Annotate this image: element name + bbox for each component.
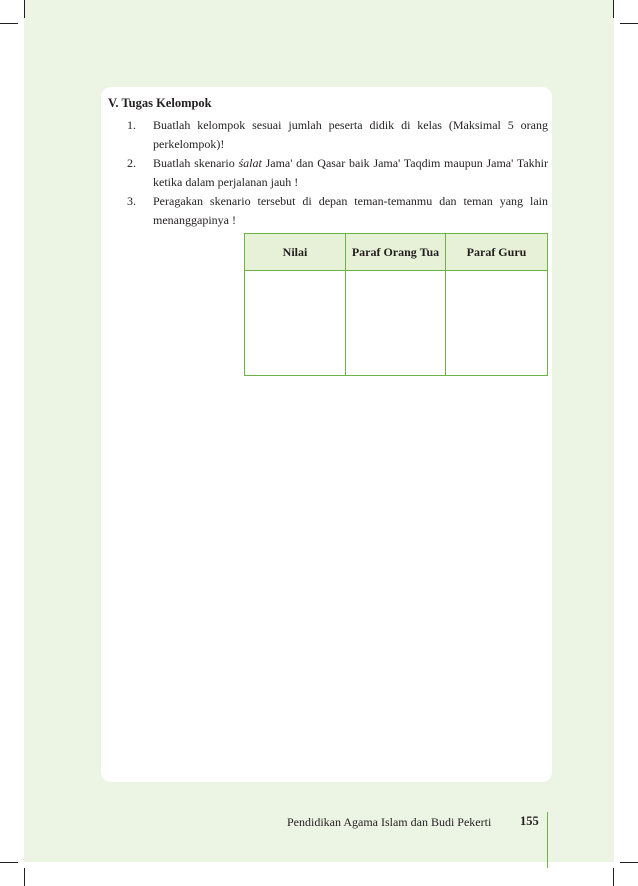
- footer-book-title: Pendidikan Agama Islam dan Budi Pekerti: [287, 815, 492, 829]
- task-list: [108, 116, 548, 230]
- footer-rule: [547, 812, 548, 868]
- task-number: 3.: [127, 194, 136, 208]
- assessment-table: [244, 233, 548, 376]
- crop-mark-bottom-right-h: [620, 862, 638, 863]
- crop-mark-bottom-left-h: [0, 862, 18, 863]
- crop-mark-bottom-right-v: [613, 868, 614, 886]
- crop-mark-top-left-h: [0, 23, 18, 24]
- cell-paraf-orang-tua[interactable]: [346, 271, 446, 376]
- header-paraf-guru: Paraf Guru: [446, 234, 548, 271]
- task-item-1: [108, 116, 548, 154]
- crop-mark-top-right-v: [613, 0, 614, 18]
- task-item-2: [108, 154, 548, 192]
- task-text-part: Buatlah skenario: [153, 156, 239, 170]
- task-number: 1.: [127, 118, 136, 132]
- table-row: [245, 271, 548, 376]
- section-heading: V. Tugas Kelompok: [108, 96, 212, 110]
- header-paraf-orang-tua: Paraf Orang Tua: [346, 234, 446, 271]
- task-text: [153, 154, 548, 192]
- crop-mark-top-left-v: [24, 0, 25, 18]
- cell-nilai[interactable]: [245, 271, 346, 376]
- task-text: Peragakan skenario tersebut di depan teman-temanmu dan teman yang lain menanggapinya !: [153, 194, 548, 227]
- task-text-italic: śalat: [238, 156, 262, 170]
- task-number: 2.: [127, 156, 136, 170]
- footer-page-number: 155: [520, 814, 539, 828]
- table-header-row: [245, 234, 548, 271]
- crop-mark-bottom-left-v: [24, 868, 25, 886]
- task-item-3: [108, 192, 548, 230]
- task-text-part: Jama' dan Qasar baik Jama' Taqdim maupun Jama' Takhir ketika dalam perjalanan jauh !: [153, 156, 548, 189]
- cell-paraf-guru[interactable]: [446, 271, 548, 376]
- task-text: Buatlah kelompok sesuai jumlah peserta didik di kelas (Maksimal 5 orang perkelompok)!: [153, 118, 548, 151]
- crop-mark-top-right-h: [620, 23, 638, 24]
- header-nilai: Nilai: [245, 234, 346, 271]
